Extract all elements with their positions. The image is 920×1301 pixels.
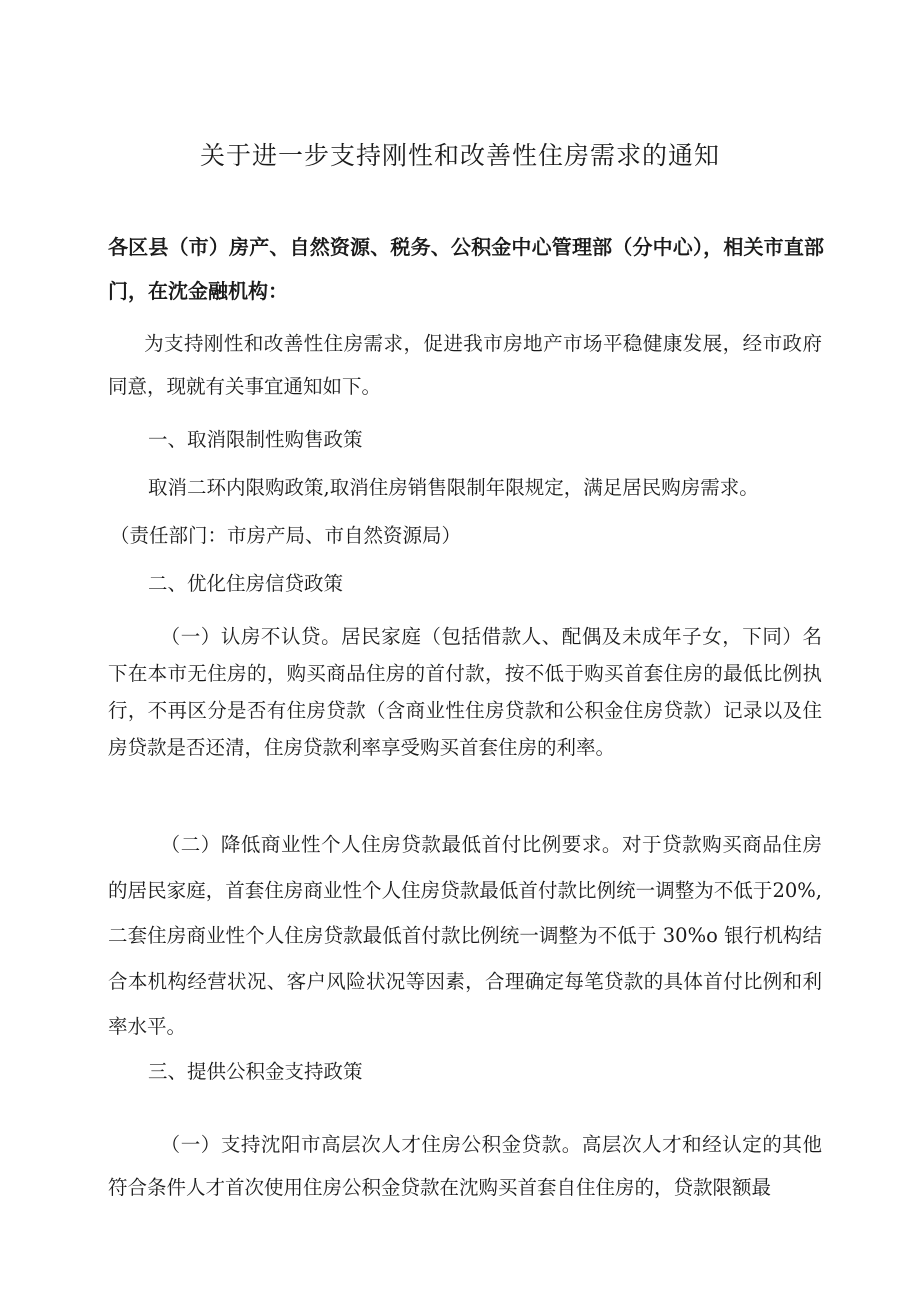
addressee: 各区县（市）房产、自然资源、税务、公积金中心管理部（分中心），相关市直部门，在沈金融机构： (108, 235, 824, 303)
section-1-responsibility: （责任部门：市房产局、市自然资源局） (110, 524, 462, 547)
section-1-heading: 一、取消限制性购售政策 (148, 428, 363, 451)
section-1-text: 取消二环内限购政策,取消住房销售限制年限规定，满足居民购房需求。 (148, 476, 759, 499)
document-title: 关于进一步支持刚性和改善性住房需求的通知 (199, 141, 720, 170)
section-2-heading: 二、优化住房信贷政策 (148, 572, 344, 595)
intro-paragraph: 为支持刚性和改善性住房需求，促进我市房地产市场平稳健康发展，经市政府同意，现就有关事宜通知如下。 (108, 332, 822, 398)
section-2-item-2: （二）降低商业性个人住房贷款最低首付比例要求。对于贷款购买商品住房的居民家庭，首套住房商业性个人住房贷款最低首付款比例统一调整为不低于20%,二套住房商业性个人住房贷款最低首付款比例统一调整为不低于 30%o 银行机构结合本机构经营状况、客户风险状况等因素，合理确定每笔贷款的具体首付比例和利率水平。 (108, 833, 822, 1038)
section-3-heading: 三、提供公积金支持政策 (148, 1060, 363, 1083)
section-3-item-1: （一）支持沈阳市高层次人才住房公积金贷款。高层次人才和经认定的其他符合条件人才首次使用住房公积金贷款在沈购买首套自住住房的，贷款限额最 (108, 1133, 822, 1199)
section-2-item-1: （一）认房不认贷。居民家庭（包括借款人、配偶及未成年子女，下同）名下在本市无住房的，购买商品住房的首付款，按不低于购买首套住房的最低比例执行，不再区分是否有住房贷款（含商业性住房贷款和公积金住房贷款）记录以及住房贷款是否还清，住房贷款利率享受购买首套住房的利率。 (108, 625, 822, 759)
